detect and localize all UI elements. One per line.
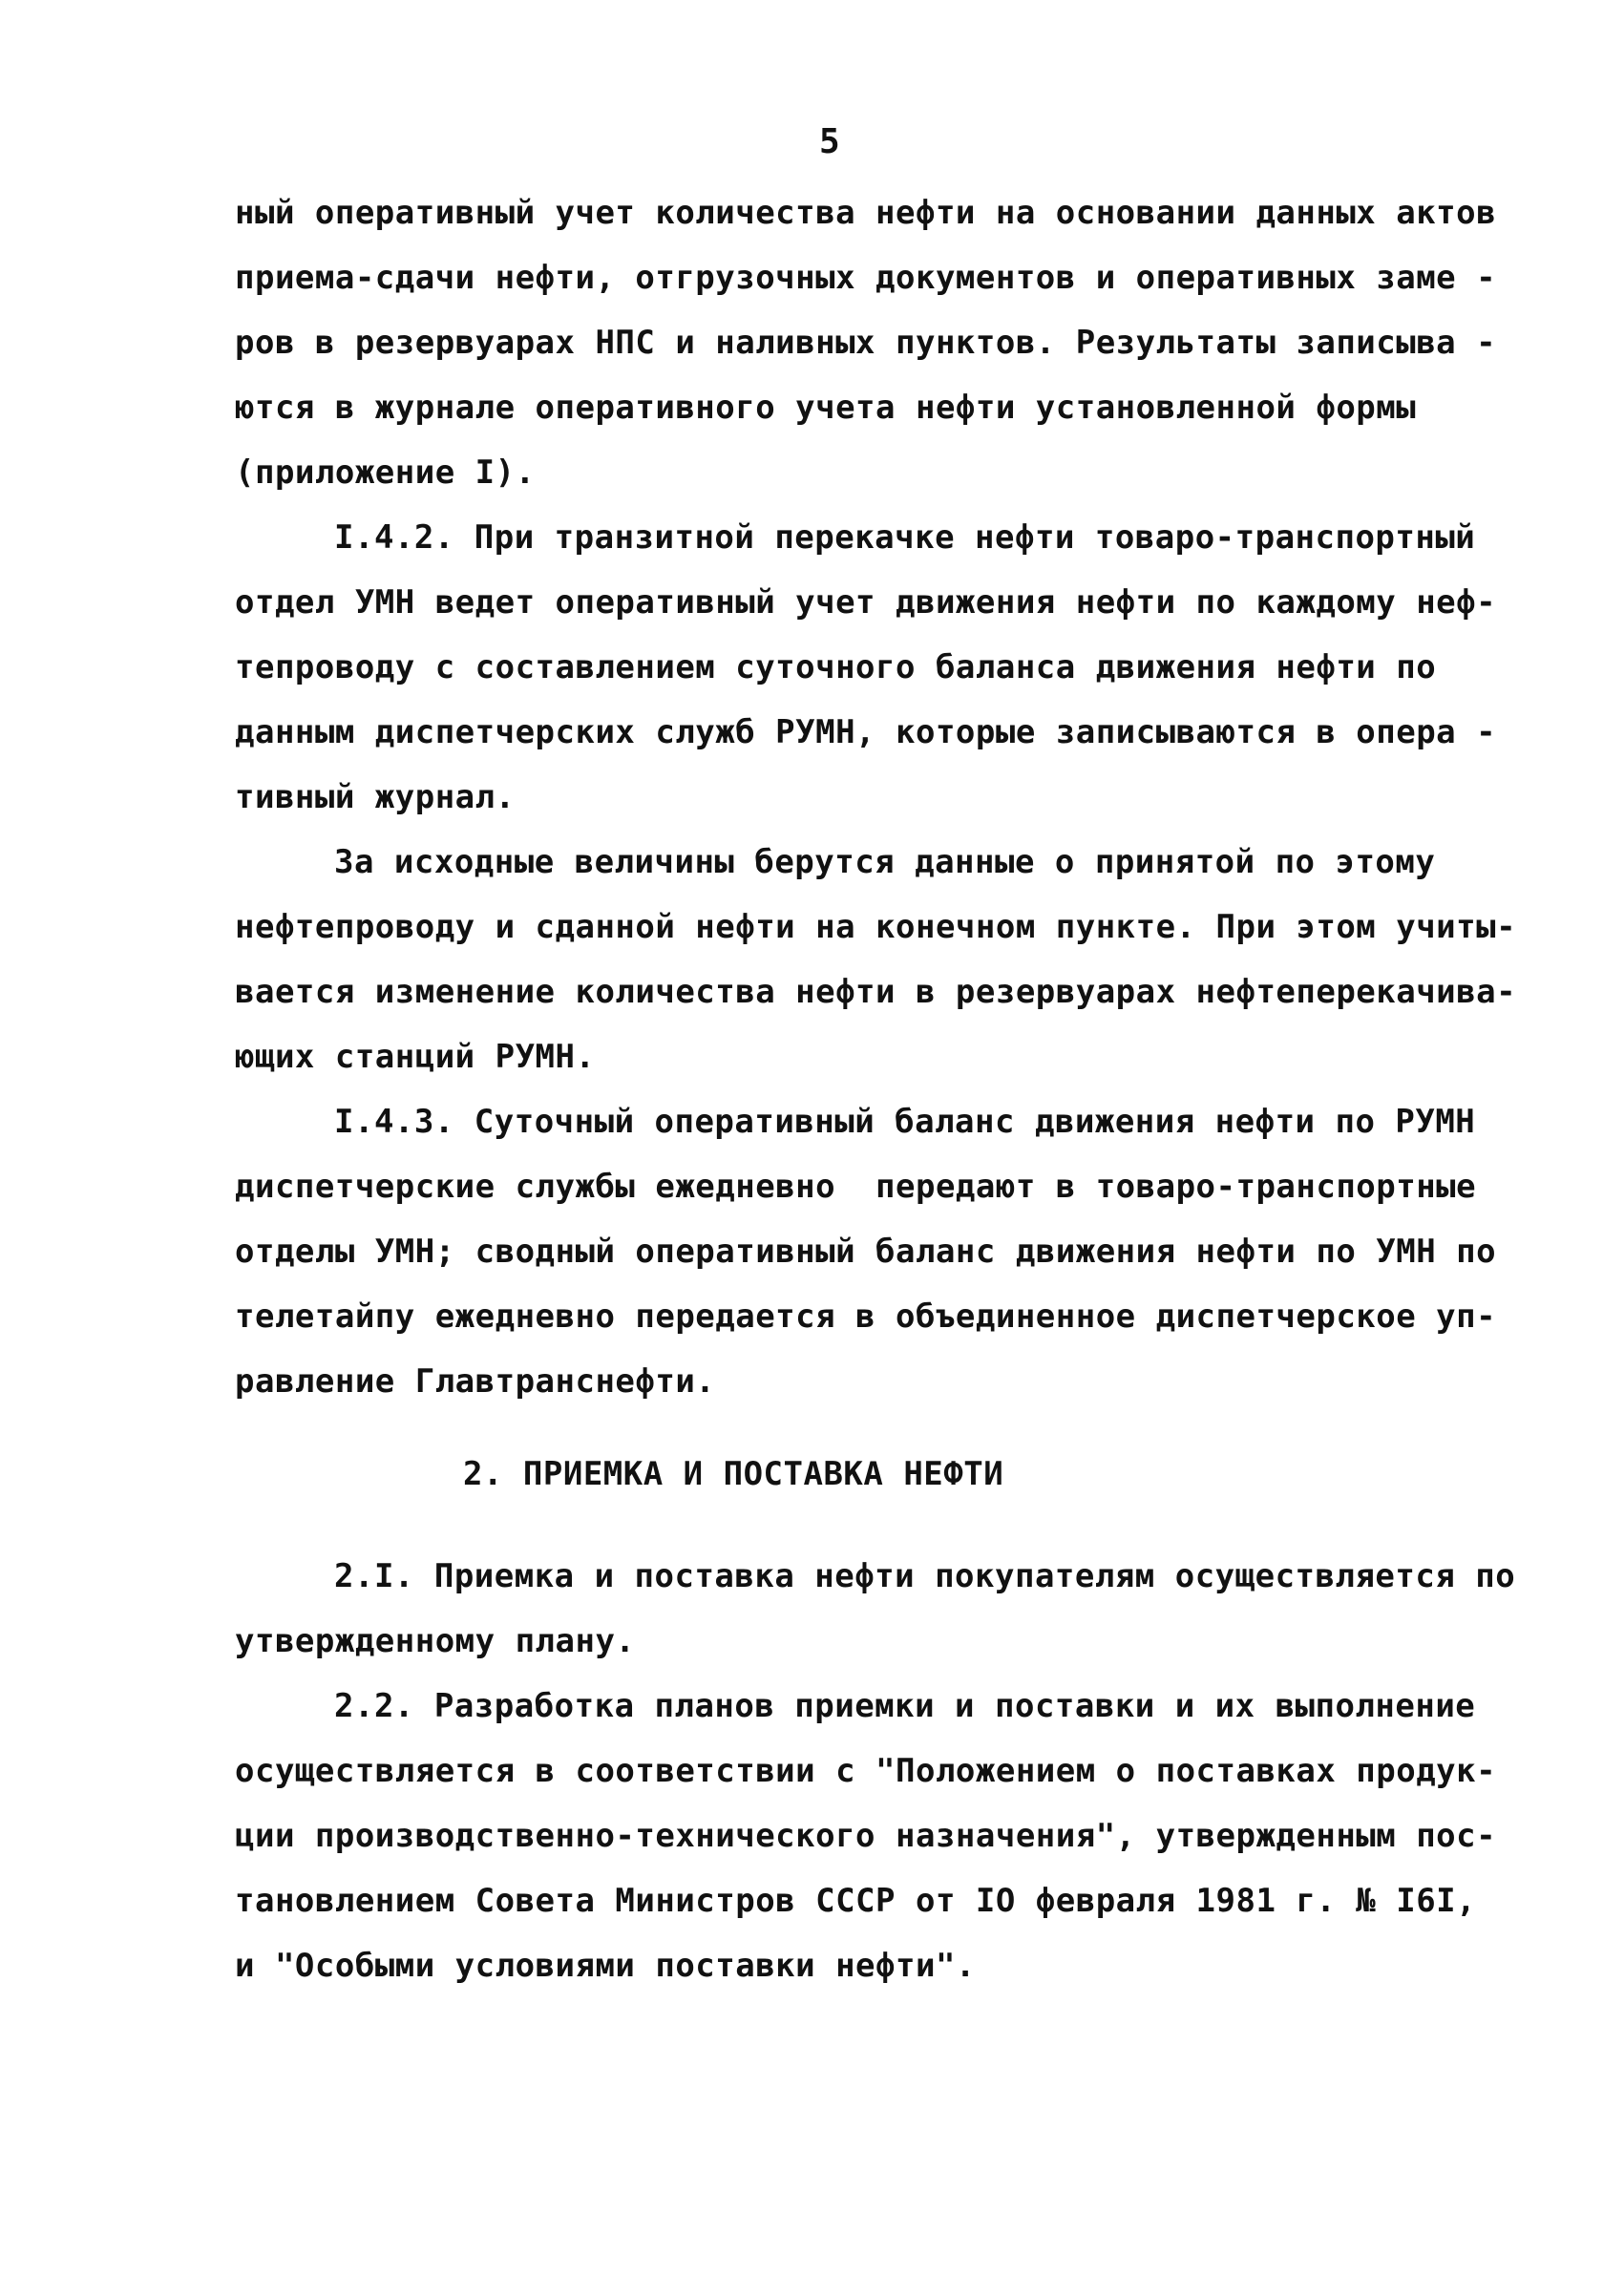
paragraph-line: тановлением Совета Министров СССР от IО февраля 1981 г. № I6I, [235, 1882, 1477, 1920]
paragraph-line: 2.I. Приемка и поставка нефти покупателям осуществляется по [334, 1557, 1516, 1595]
paragraph-line: ющих станций РУМН. [235, 1038, 596, 1076]
paragraph-line: отделы УМН; сводный оперативный баланс движения нефти по УМН по [235, 1233, 1497, 1271]
paragraph-line: 2.2. Разработка планов приемки и поставки и их выполнение [334, 1687, 1476, 1725]
paragraph-line: данным диспетчерских служб РУМН, которые записываются в опера - [235, 713, 1497, 751]
paragraph-line: диспетчерские службы ежедневно передают в товаро-транспортные [235, 1168, 1477, 1206]
paragraph-line: утвержденному плану. [235, 1622, 636, 1660]
paragraph-line: тепроводу с составлением суточного баланса движения нефти по [235, 648, 1437, 686]
paragraph-line: тивный журнал. [235, 778, 516, 816]
paragraph-line: (приложение I). [235, 453, 536, 492]
paragraph-line: I.4.2. При транзитной перекачке нефти товаро-транспортный [334, 518, 1476, 557]
section-heading: 2. ПРИЕМКА И ПОСТАВКА НЕФТИ [463, 1455, 1004, 1493]
paragraph-line: вается изменение количества нефти в резервуарах нефтеперекачива- [235, 973, 1517, 1011]
paragraph-line: I.4.3. Суточный оперативный баланс движения нефти по РУМН [334, 1103, 1476, 1141]
paragraph-line: осуществляется в соответствии с "Положением о поставках продук- [235, 1752, 1497, 1790]
paragraph-line: приема-сдачи нефти, отгрузочных документов и оперативных заме - [235, 259, 1497, 297]
paragraph-line: телетайпу ежедневно передается в объединенное диспетчерское уп- [235, 1297, 1497, 1336]
paragraph-line: ются в журнале оперативного учета нефти установленной формы [235, 389, 1417, 427]
page-number: 5 [819, 122, 840, 161]
paragraph-line: ции производственно-технического назначения", утвержденным пос- [235, 1817, 1497, 1855]
paragraph-line: отдел УМН ведет оперативный учет движения нефти по каждому неф- [235, 583, 1497, 622]
paragraph-line: нефтепроводу и сданной нефти на конечном пункте. При этом учиты- [235, 908, 1517, 946]
paragraph-line: и "Особыми условиями поставки нефти". [235, 1947, 976, 1985]
paragraph-line: За исходные величины берутся данные о принятой по этому [334, 843, 1436, 881]
paragraph-line: ров в резервуарах НПС и наливных пунктов. Результаты записыва - [235, 324, 1497, 362]
paragraph-line: равление Главтранснефти. [235, 1362, 716, 1401]
paragraph-line: ный оперативный учет количества нефти на основании данных актов [235, 194, 1497, 232]
